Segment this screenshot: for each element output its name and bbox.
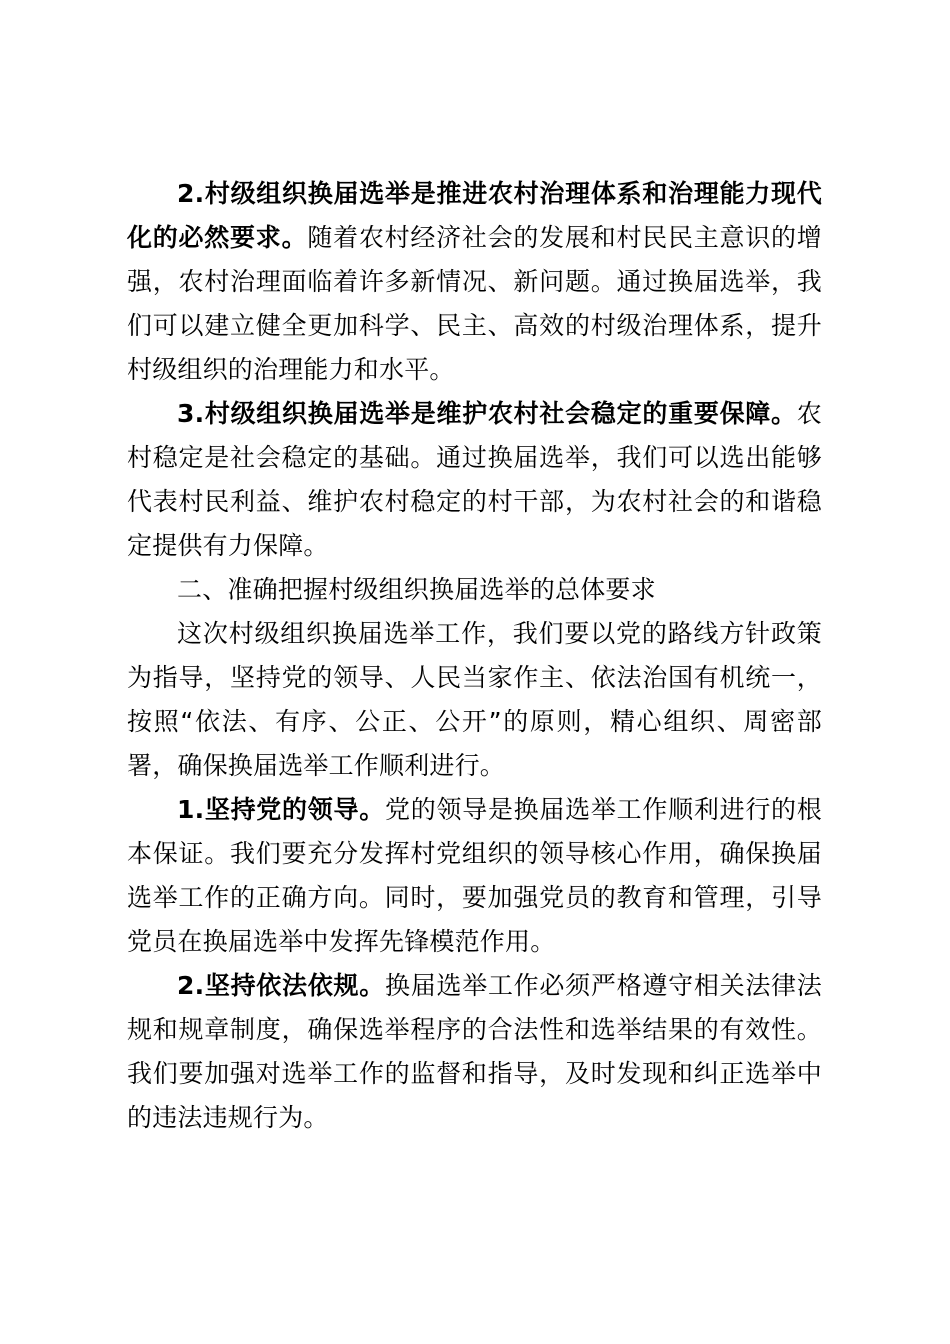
paragraph-text: 随着农村经济社会的发展和村民民主意识的增强，农村治理面临着许多新情况、新问题。通过换届选举，我们可以建立健全更加科学、民主、高效的村级治理体系，提升村级组织的治理能力和水平。 [127, 223, 822, 384]
paragraph-text: 农村稳定是社会稳定的基础。通过换届选举，我们可以选出能够代表村民利益、维护农村稳定的村干部，为农村社会的和谐稳定提供有力保障。 [127, 399, 822, 560]
paragraph-rule-of-law [127, 964, 822, 1140]
paragraph-lead: 1.坚持党的领导。 [177, 795, 385, 824]
paragraph-text: 这次村级组织换届选举工作，我们要以党的路线方针政策为指导，坚持党的领导、人民当家作主、依法治国有机统一，按照“依法、有序、公正、公开”的原则，精心组织、周密部署，确保换届选举工作顺利进行。 [127, 619, 822, 780]
paragraph-lead: 3.村级组织换届选举是维护农村社会稳定的重要保障。 [177, 399, 797, 428]
paragraph-text: 党的领导是换届选举工作顺利进行的根本保证。我们要充分发挥村党组织的领导核心作用，确保换届选举工作的正确方向。同时，要加强党员的教育和管理，引导党员在换届选举中发挥先锋模范作用。 [127, 795, 822, 956]
paragraph-modernization [127, 172, 822, 392]
paragraph-lead: 2.坚持依法依规。 [177, 971, 385, 1000]
section-heading [127, 568, 822, 612]
paragraph-stability [127, 392, 822, 568]
section-heading-text: 二、准确把握村级组织换届选举的总体要求 [177, 575, 656, 604]
paragraph-text: 换届选举工作必须严格遵守相关法律法规和规章制度，确保选举程序的合法性和选举结果的有效性。我们要加强对选举工作的监督和指导，及时发现和纠正选举中的违法违规行为。 [127, 971, 822, 1132]
paragraph-party-leadership [127, 788, 822, 964]
paragraph-overview [127, 612, 822, 788]
paragraph-lead: 2.村级组织换届选举是推进农村治理体系和治理能力现代化的必然要求。 [127, 179, 822, 252]
document-body [127, 172, 822, 1140]
